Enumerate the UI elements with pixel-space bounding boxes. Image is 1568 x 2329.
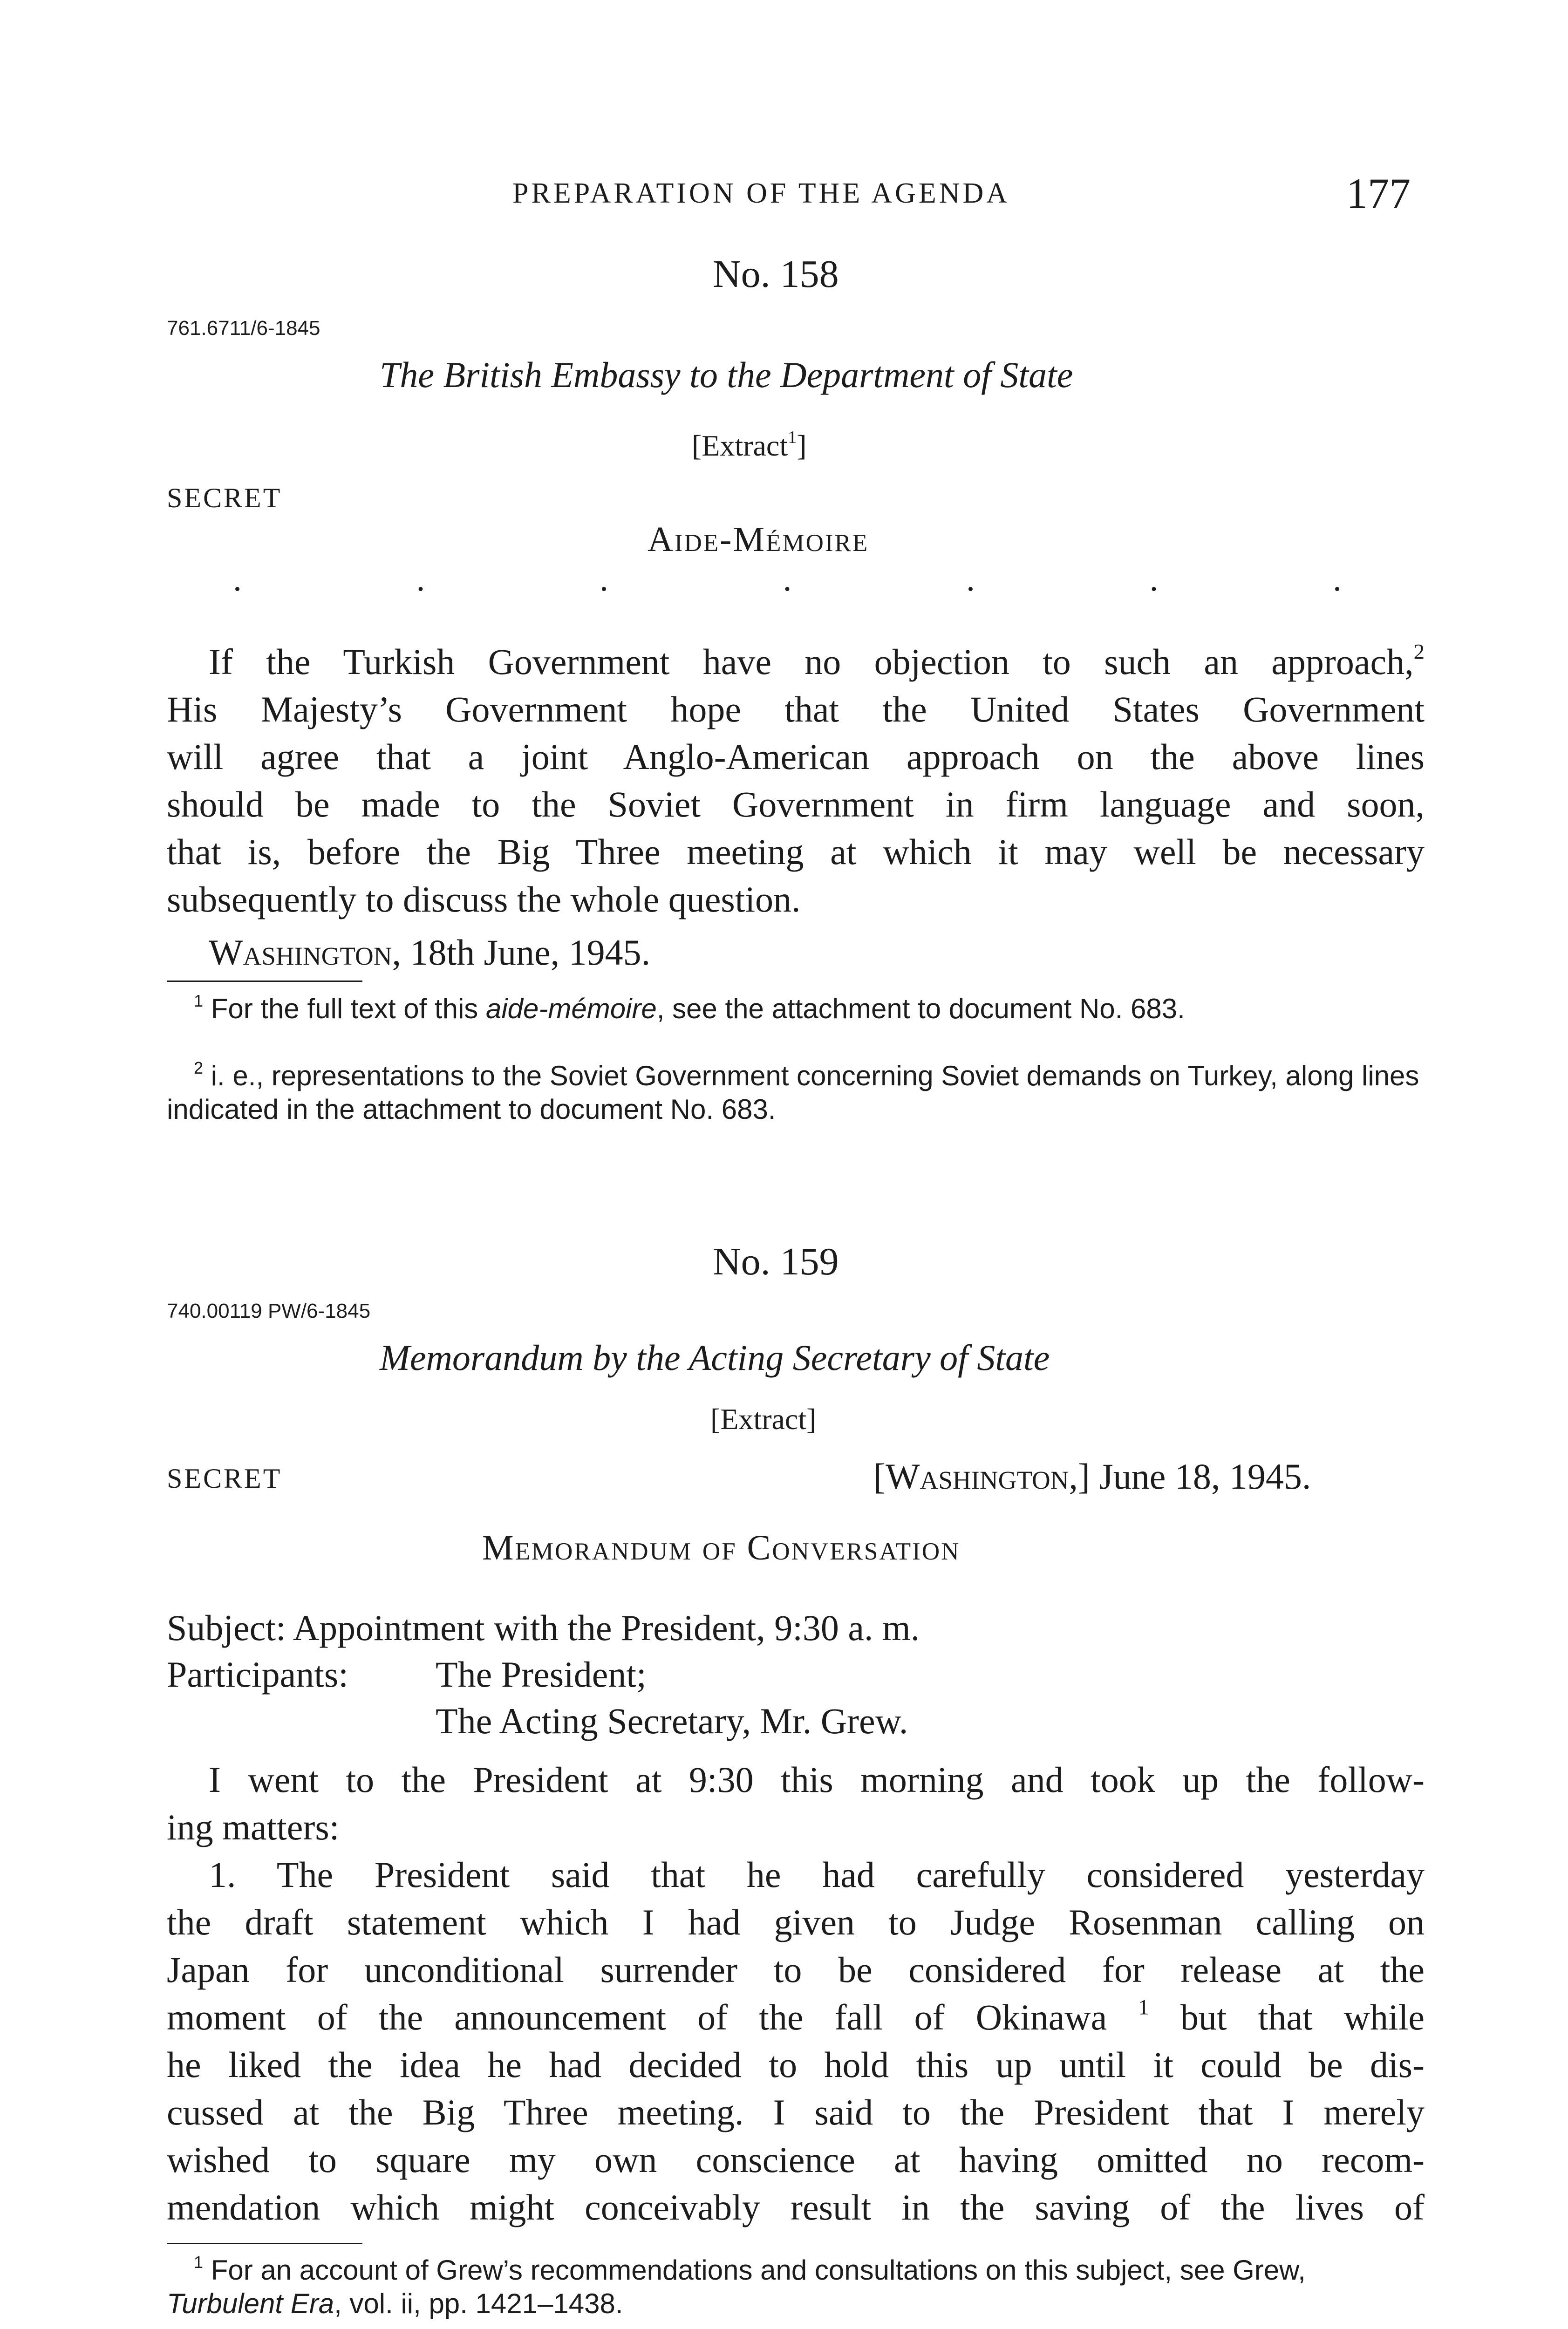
footnote-ref-1: 1 <box>788 428 797 448</box>
footnote-rule <box>167 2243 362 2244</box>
page-number: 177 <box>1346 170 1411 217</box>
doc-159-extract-label: [Extract] <box>710 1403 817 1436</box>
doc-159-doc-type: Memorandum of Conversation <box>482 1528 961 1567</box>
doc-158-number: No. 158 <box>713 252 839 296</box>
doc-158-footnote-2: $^2$ i. e., representations to the Soviet Government concerning Soviet demands on Turkey, along lines indicated in the attachment to document No. 683. <box>167 1058 1419 1125</box>
doc-158-doc-type: Aide-Mémoire <box>648 520 869 559</box>
participant-1: The President; <box>436 1654 647 1695</box>
omission-ellipsis: . . . . . . . <box>233 559 1342 599</box>
participant-2: The Acting Secretary, Mr. Grew. <box>436 1701 908 1741</box>
doc-158-title: The British Embassy to the Department of State <box>380 354 1073 395</box>
running-title: PREPARATION OF THE AGENDA <box>512 177 1010 209</box>
footnote-ref-2: 2 <box>1413 640 1425 664</box>
doc-158-extract-label: [Extract$^1$] <box>692 428 807 462</box>
subject-line: Subject: Appointment with the President, 9:30 a. m. <box>167 1607 920 1648</box>
footnote-ref-okinawa: 1 <box>1138 1995 1149 2020</box>
doc-158-footnote-1: $^1$ For the full text of this aide-mémoire, see the attachment to document No. 683. <box>194 991 1185 1024</box>
doc-159-paragraph-1: I went to the President at 9:30 this morning and took up the follow- ing matters: <box>167 1759 1425 1847</box>
doc-159-paragraph-2: 1. The President said that he had carefully considered yesterday the draft statement which I had given to Judge Rosenman calling on Japan for unconditional surrender to be considered for release at the moment of the announcement of the fall of Okinawa $^1$ but that while he liked the idea he had decided to hold this up until it could be dis- cussed at the Big Three meeting. I said to the President that I merely wished to square my own conscience at having omitted no recom- mendation which might conceivably result in the saving of the lives of <box>167 1854 1425 2227</box>
doc-159-number: No. 159 <box>713 1240 839 1283</box>
doc-158-paragraph: If the Turkish Government have no objection to such an approach,$^2$ His Majesty’s Government hope that the United States Government will agree that a joint Anglo-American approach on the above lines should be made to the Soviet Government in firm language and soon, that is, before the Big Three meeting at which it may well be necessary subsequently to discuss the whole question. <box>167 640 1425 919</box>
footnote-rule <box>167 981 362 982</box>
doc-158-dateline: Washington, 18th June, 1945. <box>209 932 651 973</box>
doc-159-footnote-1: $^1$ For an account of Grew’s recommendations and consultations on this subject, see Grew, Turbulent Era, vol. ii, pp. 1421–1438. <box>167 2252 1306 2319</box>
doc-159-classification: SECRET <box>167 1463 282 1494</box>
participants-label: Participants: <box>167 1654 348 1695</box>
doc-159-dateline: [Washington,] June 18, 1945. <box>873 1456 1311 1497</box>
doc-158-file-number: 761.6711/6-1845 <box>167 317 320 340</box>
doc-159-file-number: 740.00119 PW/6-1845 <box>167 1300 371 1322</box>
doc-159-title: Memorandum by the Acting Secretary of State <box>380 1337 1050 1378</box>
doc-158-classification: SECRET <box>167 483 282 513</box>
